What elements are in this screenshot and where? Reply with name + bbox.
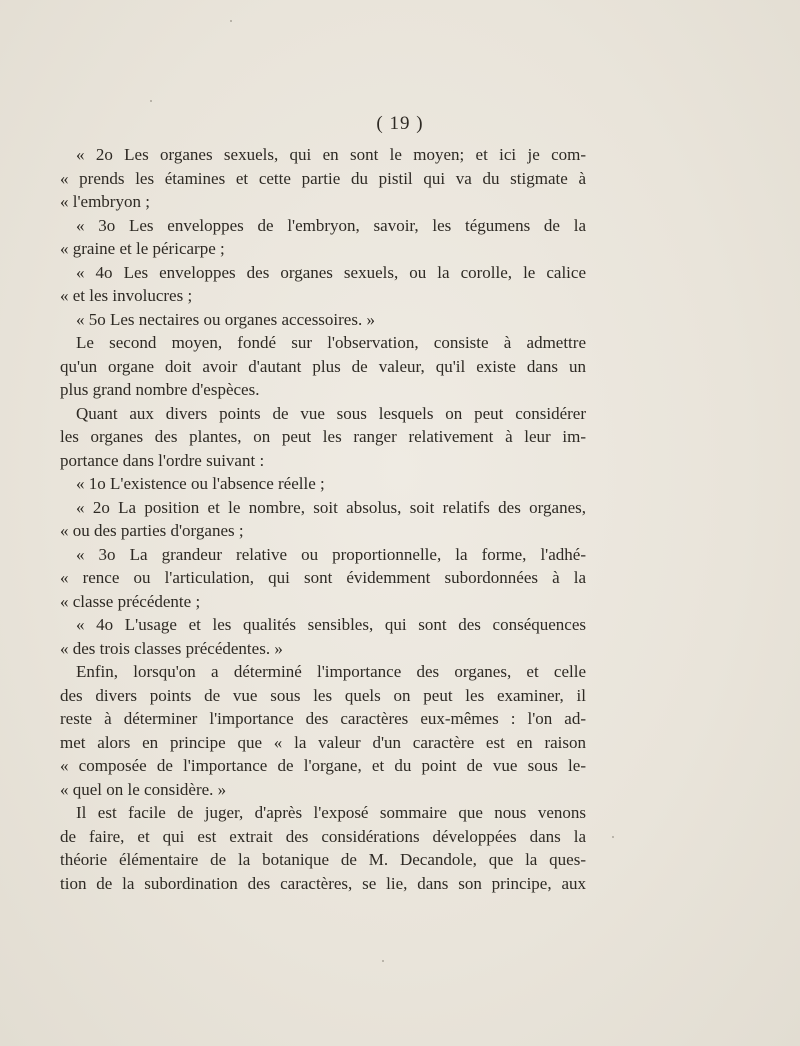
text-line: « des trois classes précédentes. »	[60, 638, 283, 658]
text-line: de faire, et qui est extrait des considérations développées dans la	[60, 826, 586, 846]
text-line: « 3o Les enveloppes de l'embryon, savoir, les tégumens de la	[76, 215, 586, 235]
text-line: Enfin, lorsqu'on a déterminé l'importance des organes, et celle	[76, 662, 586, 681]
text-line: portance dans l'ordre suivant :	[60, 450, 265, 470]
text-line: Il est facile de juger, d'après l'exposé sommaire que nous venons	[76, 803, 586, 822]
text-line: théorie élémentaire de la botanique de M. Decandole, que la ques-	[60, 850, 586, 869]
paper-speck	[612, 836, 614, 838]
text-line: « classe précédente ;	[60, 591, 201, 611]
text-line: « 5o Les nectaires ou organes accessoires. »	[76, 309, 375, 329]
text-line: « 4o Les enveloppes des organes sexuels, ou la corolle, le calice	[76, 262, 586, 282]
text-line: plus grand nombre d'espèces.	[60, 380, 260, 399]
text-line: « l'embryon ;	[60, 192, 150, 211]
text-line: « 3o La grandeur relative ou proportionnelle, la forme, l'adhé-	[76, 544, 586, 564]
text-line: des divers points de vue sous les quels on peut les examiner, il	[60, 685, 586, 705]
text-line: « prends les étamines et cette partie du pistil qui va du stigmate à	[60, 168, 586, 188]
page-number: ( 19 )	[376, 113, 424, 134]
text-line: « 4o L'usage et les qualités sensibles, qui sont des conséquences	[76, 615, 586, 634]
text-line: « quel on le considère. »	[60, 779, 227, 799]
text-line: « ou des parties d'organes ;	[60, 521, 244, 540]
text-line: tion de la subordination des caractères, se lie, dans son principe, aux	[60, 873, 586, 893]
text-line: « composée de l'importance de l'organe, et du point de vue sous le-	[60, 756, 586, 775]
text-line: met alors en principe que « la valeur d'un caractère est en raison	[60, 732, 586, 752]
text-line: les organes des plantes, on peut les ranger relativement à leur im-	[60, 427, 586, 446]
text-line: « 2o La position et le nombre, soit absolus, soit relatifs des organes,	[76, 497, 586, 517]
paper-speck	[150, 100, 152, 102]
text-line: « 1o L'existence ou l'absence réelle ;	[76, 474, 325, 493]
text-line: « rence ou l'articulation, qui sont évidemment subordonnées à la	[60, 568, 586, 587]
text-line: reste à déterminer l'importance des caractères eux-mêmes : l'on ad-	[60, 709, 586, 728]
text-line: « 2o Les organes sexuels, qui en sont le moyen; et ici je com-	[76, 145, 586, 164]
body-text	[60, 143, 586, 895]
paper-speck	[230, 20, 232, 22]
text-line: Le second moyen, fondé sur l'observation, consiste à admettre	[76, 333, 586, 352]
text-line: qu'un organe doit avoir d'autant plus de valeur, qu'il existe dans un	[60, 356, 586, 376]
text-line: « et les involucres ;	[60, 286, 193, 305]
text-line: Quant aux divers points de vue sous lesquels on peut considérer	[76, 403, 586, 423]
text-line: « graine et le péricarpe ;	[60, 239, 225, 258]
paper-speck	[382, 960, 384, 962]
